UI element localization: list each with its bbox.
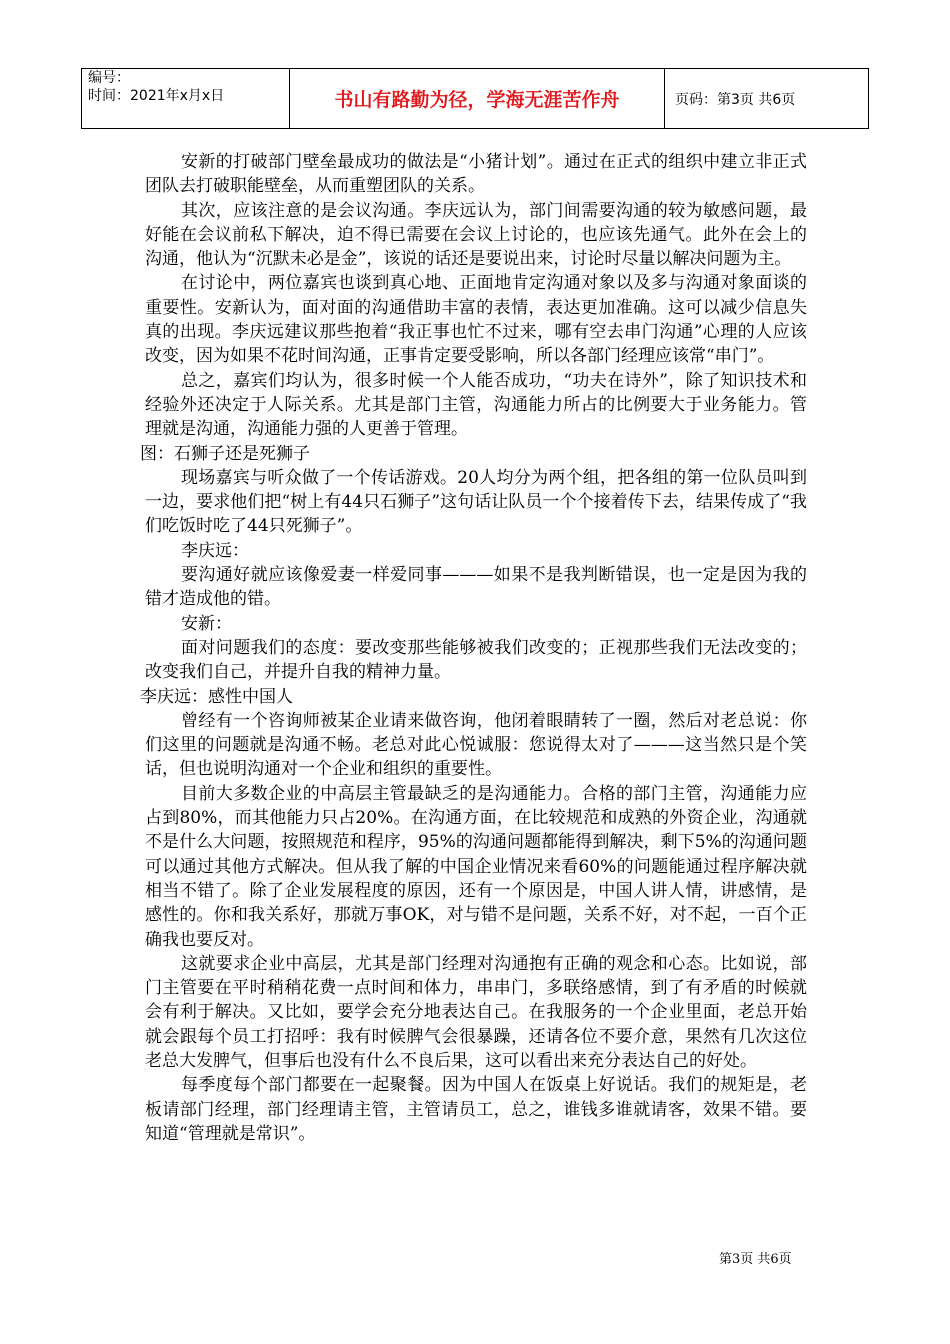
header-meta-cell [82, 69, 290, 129]
paragraph: 每季度每个部门都要在一起聚餐。因为中国人在饭桌上好说话。我们的规矩是，老板请部门经理，部门经理请主管，主管请员工，总之，谁钱多谁就请客，效果不错。要知道“管理就是常识”。 [145, 1075, 807, 1144]
doc-number-label: 编号： [88, 70, 130, 86]
doc-time-label: 时间：2021年x月x日 [88, 88, 225, 104]
footer-page-number: 第3页 共6页 [719, 1252, 792, 1267]
header-table [81, 68, 869, 129]
header-page-number: 页码：第3页 共6页 [665, 69, 869, 129]
paragraph: 现场嘉宾与听众做了一个传话游戏。20人均分为两个组，把各组的第一位队员叫到一边，要求他们把“树上有44只石狮子”这句话让队员一个个接着传下去，结果传成了“我们吃饭时吃了44只死狮子”。 [145, 467, 807, 537]
document-body [140, 150, 807, 1146]
paragraph: 其次，应该注意的是会议沟通。李庆远认为，部门间需要沟通的较为敏感问题，最好能在会议前私下解决，迫不得已需要在会议上讨论的，也应该先通气。此外在会上的沟通，他认为“沉默未必是金”，该说的话还是要说出来，讨论时尽量以解决问题为主。 [145, 200, 807, 270]
paragraph: 总之，嘉宾们均认为，很多时候一个人能否成功，“功夫在诗外”，除了知识技术和经验外还决定于人际关系。尤其是部门主管，沟通能力所占的比例要大于业务能力。管理就是沟通，沟通能力强的人更善于管理。 [145, 370, 807, 440]
speaker-label: 安新： [181, 613, 232, 634]
section-heading: 李庆远：感性中国人 [140, 686, 293, 707]
paragraph: 安新的打破部门壁垒最成功的做法是“小猪计划”。通过在正式的组织中建立非正式团队去打破职能壁垒，从而重塑团队的关系。 [145, 152, 807, 197]
section-heading: 图：石狮子还是死狮子 [140, 443, 310, 464]
paragraph: 面对问题我们的态度：要改变那些能够被我们改变的；正视那些我们无法改变的；改变我们自己，并提升自我的精神力量。 [145, 637, 807, 683]
paragraph: 目前大多数企业的中高层主管最缺乏的是沟通能力。合格的部门主管，沟通能力应占到80%，而其他能力只占20%。在沟通方面，在比较规范和成熟的外资企业，沟通就不是什么大问题，按照规范和程序，95%的沟通问题都能得到解决，剩下5%的沟通问题可以通过其他方式解决。但从我了解的中国企业情况来看60%的问题能通过程序解决就相当不错了。除了企业发展程度的原因，还有一个原因是，中国人讲人情，讲感情，是感性的。你和我关系好，那就万事OK，对与错不是问题，关系不好，对不起，一百个正确我也要反对。 [145, 783, 807, 950]
header-motto: 书山有路勤为径，学海无涯苦作舟 [290, 69, 665, 129]
speaker-label: 李庆远： [181, 540, 249, 561]
paragraph: 要沟通好就应该像爱妻一样爱同事———如果不是我判断错误，也一定是因为我的错才造成他的错。 [145, 565, 807, 610]
paragraph: 曾经有一个咨询师被某企业请来做咨询，他闭着眼睛转了一圈，然后对老总说：你们这里的问题就是沟通不畅。老总对此心悦诚服：您说得太对了———这当然只是个笑话，但也说明沟通对一个企业和组织的重要性。 [145, 710, 807, 780]
paragraph: 在讨论中，两位嘉宾也谈到真心地、正面地肯定沟通对象以及多与沟通对象面谈的重要性。安新认为，面对面的沟通借助丰富的表情，表达更加准确。这可以减少信息失真的出现。李庆远建议那些抱着“我正事也忙不过来，哪有空去串门沟通”心理的人应该改变，因为如果不花时间沟通，正事肯定要受影响，所以各部门经理应该常“串门”。 [145, 273, 807, 367]
paragraph: 这就要求企业中高层，尤其是部门经理对沟通抱有正确的观念和心态。比如说，部门主管要在平时稍稍花费一点时间和体力，串串门，多联络感情，到了有矛盾的时候就会有利于解决。又比如，要学会充分地表达自己。在我服务的一个企业里面，老总开始就会跟每个员工打招呼：我有时候脾气会很暴躁，还请各位不要介意，果然有几次这位老总大发脾气，但事后也没有什么不良后果，这可以看出来充分表达自己的好处。 [145, 953, 807, 1071]
